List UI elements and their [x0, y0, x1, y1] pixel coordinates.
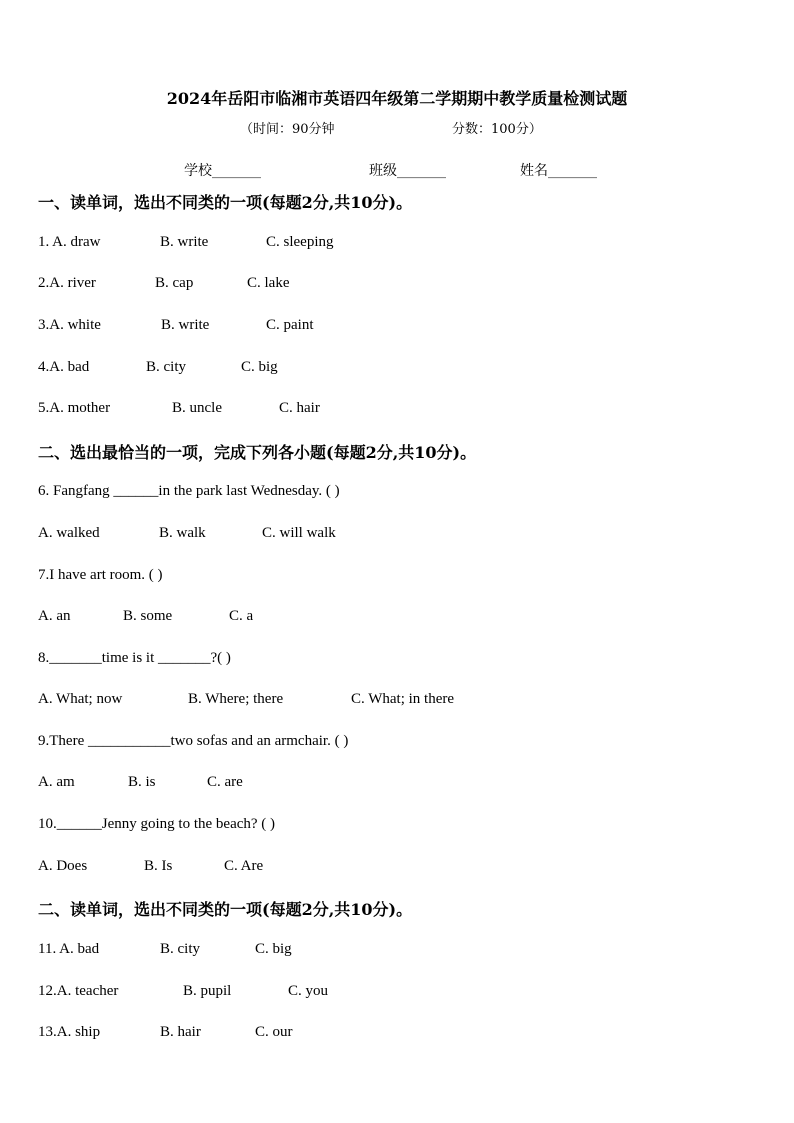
question-3-option-a: 3.A. white	[38, 317, 101, 333]
exam-score: 分数：100分）	[452, 122, 542, 137]
section-heading-3: 二、读单词，选出不同类的一项(每题2分,共10分)。	[38, 900, 413, 919]
question-6-option-c: C. will walk	[262, 525, 336, 541]
question-5-option-a: 5.A. mother	[38, 400, 111, 416]
section-heading-2: 二、选出最恰当的一项，完成下列各小题(每题2分,共10分)。	[38, 443, 477, 462]
page-title: 2024年岳阳市临湘市英语四年级第二学期期中教学质量检测试题	[166, 89, 628, 108]
question-11-option-a: 11. A. bad	[38, 941, 100, 957]
question-4-option-c: C. big	[241, 359, 278, 375]
question-3-option-c: C. paint	[266, 317, 314, 333]
question-6-option-b: B. walk	[159, 525, 206, 541]
exam-time: （时间：90分钟	[240, 122, 335, 137]
class-field: 班级_______	[369, 163, 446, 179]
question-13-option-a: 13.A. ship	[38, 1024, 101, 1040]
question-2-option-b: B. cap	[155, 275, 194, 291]
question-9-option-b: B. is	[128, 774, 156, 790]
section-heading-1: 一、读单词，选出不同类的一项(每题2分,共10分)。	[38, 193, 413, 212]
question-1-option-c: C. sleeping	[266, 234, 334, 250]
question-13-option-b: B. hair	[160, 1024, 201, 1040]
question-7-option-a: A. an	[38, 608, 71, 624]
question-7-option-b: B. some	[123, 608, 173, 624]
question-7-option-c: C. a	[229, 608, 254, 624]
question-3-option-b: B. write	[161, 317, 210, 333]
school-field: 学校_______	[184, 163, 261, 179]
question-9-stem: 9.There ___________two sofas and an armchair. ( )	[38, 733, 349, 749]
question-1-option-a: 1. A. draw	[38, 234, 101, 250]
question-12-option-b: B. pupil	[183, 983, 232, 999]
question-12-option-a: 12.A. teacher	[38, 983, 119, 999]
question-11-option-b: B. city	[160, 941, 200, 957]
question-12-option-c: C. you	[288, 983, 329, 999]
question-6-stem: 6. Fangfang ______in the park last Wednesday. ( )	[38, 483, 340, 499]
question-10-stem: 10.______Jenny going to the beach? ( )	[38, 816, 276, 832]
name-field: 姓名_______	[520, 163, 597, 179]
question-4-option-a: 4.A. bad	[38, 359, 90, 375]
question-5-option-b: B. uncle	[172, 400, 222, 416]
question-10-option-b: B. Is	[144, 858, 173, 874]
question-2-option-c: C. lake	[247, 275, 290, 291]
question-7-stem: 7.I have art room. ( )	[38, 567, 163, 583]
question-1-option-b: B. write	[160, 234, 209, 250]
question-4-option-b: B. city	[146, 359, 186, 375]
question-13-option-c: C. our	[255, 1024, 293, 1040]
question-2-option-a: 2.A. river	[38, 275, 96, 291]
question-8-option-b: B. Where; there	[188, 691, 284, 707]
question-10-option-a: A. Does	[38, 858, 88, 874]
question-6-option-a: A. walked	[38, 525, 100, 541]
question-8-option-c: C. What; in there	[351, 691, 455, 707]
question-5-option-c: C. hair	[279, 400, 320, 416]
question-9-option-c: C. are	[207, 774, 243, 790]
question-8-stem: 8._______time is it _______?( )	[38, 650, 231, 666]
question-8-option-a: A. What; now	[38, 691, 123, 707]
question-10-option-c: C. Are	[224, 858, 264, 874]
question-9-option-a: A. am	[38, 774, 75, 790]
question-11-option-c: C. big	[255, 941, 292, 957]
